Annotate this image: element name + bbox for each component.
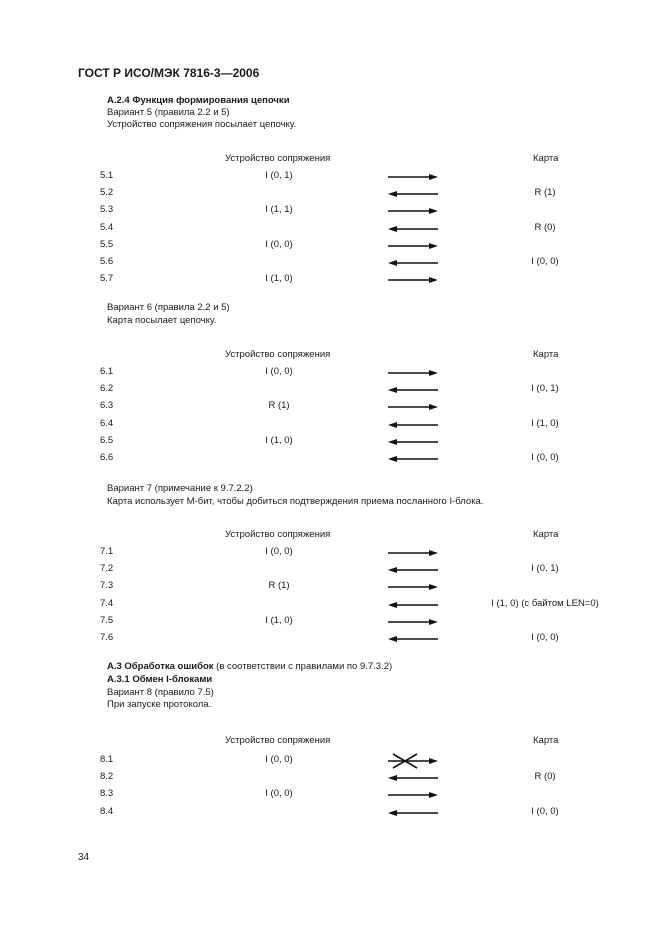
column-header-ifd: Устройство сопряжения <box>225 153 331 164</box>
arrow-right-icon <box>387 172 439 182</box>
column-header-card: Карта <box>533 735 559 746</box>
variant-5-title: Вариант 5 (правила 2.2 и 5) <box>107 107 230 118</box>
sequence-row <box>0 366 661 383</box>
step-number: 5.4 <box>100 221 114 233</box>
arrow-right-icon <box>387 241 439 251</box>
arrow-left-icon <box>387 600 439 610</box>
step-number: 5.7 <box>100 273 114 285</box>
sequence-row <box>0 771 661 788</box>
arrow-right-crossed-icon <box>387 756 439 766</box>
sequence-row <box>0 187 661 204</box>
step-number: 8.4 <box>100 805 114 817</box>
sequence-row <box>0 598 661 615</box>
sequence-row <box>0 546 661 563</box>
ifd-block-label: R (1) <box>268 400 290 412</box>
arrow-right-icon <box>387 582 439 592</box>
step-number: 7.2 <box>100 563 114 575</box>
step-number: 8.1 <box>100 754 114 765</box>
sequence-row <box>0 239 661 256</box>
variant-7-description: Карта использует М-бит, чтобы добиться подтверждения приема посланного I-блока. <box>107 496 484 507</box>
step-number: 8.3 <box>100 788 114 800</box>
sequence-row <box>0 452 661 469</box>
ifd-block-label: I (0, 0) <box>265 546 293 557</box>
ifd-block-label: I (0, 0) <box>265 366 293 377</box>
ifd-block-label: I (1, 0) <box>265 614 293 626</box>
step-number: 7.3 <box>100 580 114 592</box>
sequence-row <box>0 806 661 823</box>
step-number: 6.3 <box>100 400 114 412</box>
step-number: 5.2 <box>100 187 114 199</box>
section-heading-a3-bold: А.3 Обработка ошибок <box>107 661 214 672</box>
sequence-row <box>0 632 661 649</box>
card-block-label: I (0, 0) <box>531 805 559 817</box>
sequence-row <box>0 788 661 805</box>
variant-6-title: Вариант 6 (правила 2.2 и 5) <box>107 302 230 313</box>
step-number: 6.5 <box>100 434 114 446</box>
variant-6-description: Карта посылает цепочку. <box>107 315 217 326</box>
card-block-label: I (0, 0) <box>531 452 559 463</box>
step-number: 6.2 <box>100 383 114 395</box>
step-number: 5.1 <box>100 170 114 181</box>
variant-7-title: Вариант 7 (примечание к 9.7.2.2) <box>107 483 253 494</box>
sequence-row <box>0 615 661 632</box>
sequence-row <box>0 383 661 400</box>
card-block-label: R (0) <box>534 221 556 233</box>
arrow-right-icon <box>387 275 439 285</box>
arrow-left-icon <box>387 634 439 644</box>
card-block-label: I (0, 1) <box>531 563 559 575</box>
step-number: 6.6 <box>100 452 114 463</box>
ifd-block-label: I (1, 0) <box>265 434 293 446</box>
arrow-right-icon <box>387 790 439 800</box>
column-header-ifd: Устройство сопряжения <box>225 735 331 746</box>
step-number: 7.4 <box>100 597 114 609</box>
column-header-card: Карта <box>533 349 559 360</box>
sequence-row <box>0 204 661 221</box>
sequence-row <box>0 435 661 452</box>
card-block-label: I (0, 0) <box>531 632 559 643</box>
sequence-row <box>0 170 661 187</box>
variant-8-title: Вариант 8 (правило 7.5) <box>107 687 214 698</box>
column-header-ifd: Устройство сопряжения <box>225 529 331 540</box>
card-block-label: I (0, 1) <box>531 383 559 395</box>
ifd-block-label: I (0, 0) <box>265 788 293 800</box>
step-number: 7.6 <box>100 632 114 643</box>
arrow-left-icon <box>387 565 439 575</box>
arrow-right-icon <box>387 548 439 558</box>
section-heading-a3-rest: (в соответствии с правилами по 9.7.3.2) <box>213 661 393 672</box>
sequence-row <box>0 256 661 273</box>
arrow-left-icon <box>387 258 439 268</box>
ifd-block-label: I (1, 1) <box>265 204 293 216</box>
page-header-title: ГОСТ Р ИСО/МЭК 7816-3—2006 <box>78 66 260 80</box>
step-number: 8.2 <box>100 771 114 783</box>
card-block-label: I (1, 0) <box>531 417 559 429</box>
column-header-ifd: Устройство сопряжения <box>225 349 331 360</box>
step-number: 5.6 <box>100 256 114 267</box>
arrow-right-icon <box>387 402 439 412</box>
sequence-row <box>0 222 661 239</box>
ifd-block-label: R (1) <box>268 580 290 592</box>
sequence-row <box>0 273 661 290</box>
ifd-block-label: I (0, 1) <box>265 170 293 181</box>
card-block-label: I (0, 0) <box>531 256 559 267</box>
arrow-right-icon <box>387 368 439 378</box>
sequence-row <box>0 580 661 597</box>
arrow-right-icon <box>387 617 439 627</box>
card-block-label: I (1, 0) (с байтом LEN=0) <box>491 597 599 609</box>
step-number: 6.1 <box>100 366 114 377</box>
card-block-label: R (1) <box>534 187 556 199</box>
variant-8-description: При запуске протокола. <box>107 699 212 710</box>
section-heading-a24: А.2.4 Функция формирования цепочки <box>107 95 290 106</box>
column-header-card: Карта <box>533 153 559 164</box>
section-heading-a3 <box>107 661 392 672</box>
step-number: 6.4 <box>100 417 114 429</box>
arrow-left-icon <box>387 773 439 783</box>
variant-5-description: Устройство сопряжения посылает цепочку. <box>107 119 297 130</box>
arrow-left-icon <box>387 385 439 395</box>
step-number: 7.5 <box>100 614 114 626</box>
sequence-row <box>0 754 661 771</box>
sequence-row <box>0 418 661 435</box>
arrow-left-icon <box>387 454 439 464</box>
sequence-row <box>0 400 661 417</box>
step-number: 5.5 <box>100 238 114 250</box>
arrow-left-icon <box>387 189 439 199</box>
ifd-block-label: I (0, 0) <box>265 238 293 250</box>
column-header-card: Карта <box>533 529 559 540</box>
ifd-block-label: I (1, 0) <box>265 273 293 285</box>
arrow-left-icon <box>387 808 439 818</box>
arrow-left-icon <box>387 437 439 447</box>
arrow-left-icon <box>387 224 439 234</box>
page-number: 34 <box>78 852 90 863</box>
ifd-block-label: I (0, 0) <box>265 754 293 765</box>
card-block-label: R (0) <box>534 771 556 783</box>
sequence-row <box>0 563 661 580</box>
step-number: 7.1 <box>100 546 114 557</box>
subsection-heading-a31: А.3.1 Обмен I-блоками <box>107 674 213 685</box>
arrow-right-icon <box>387 206 439 216</box>
step-number: 5.3 <box>100 204 114 216</box>
arrow-left-icon <box>387 420 439 430</box>
